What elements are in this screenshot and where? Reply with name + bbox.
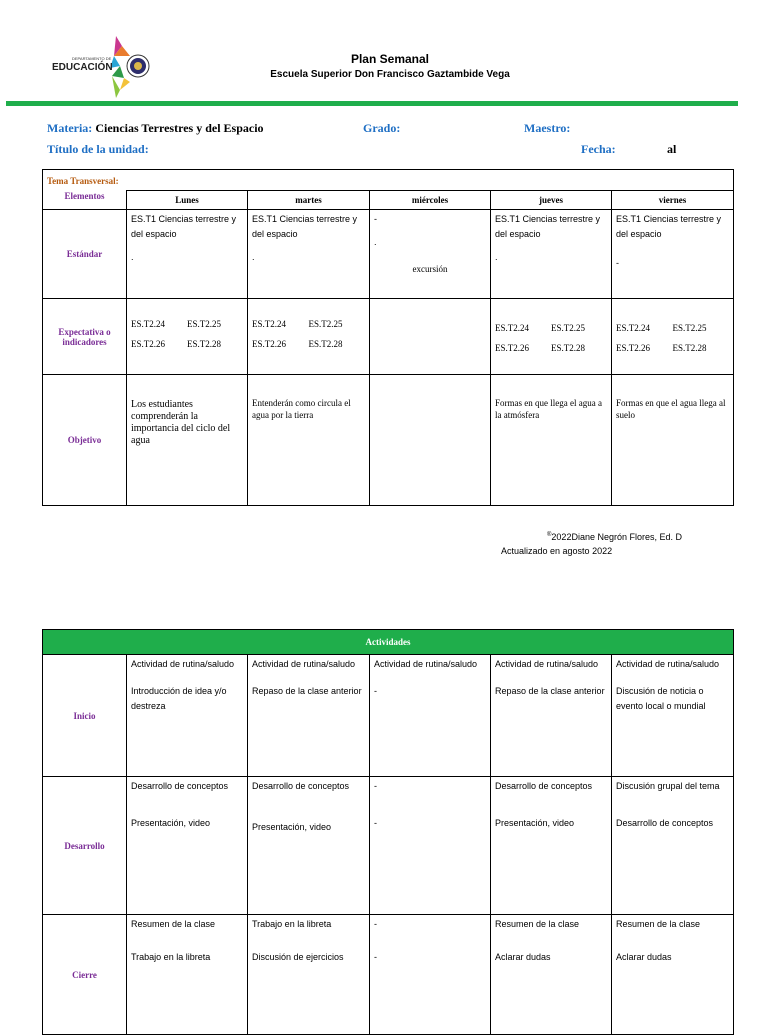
elementos-header: Elementos — [43, 191, 127, 210]
objetivo-martes: Entenderán como circula el agua por la tierra — [248, 375, 370, 506]
cierre-label: Cierre — [43, 915, 127, 1035]
logo-small-text: DEPARTAMENTO DE — [72, 56, 112, 61]
desarrollo-viernes: Discusión grupal del tema Desarrollo de conceptos — [612, 777, 734, 915]
objetivo-label: Objetivo — [43, 375, 127, 506]
inicio-martes: Actividad de rutina/saludo Repaso de la clase anterior — [248, 655, 370, 777]
objetivo-viernes: Formas en que el agua llega al suelo — [612, 375, 734, 506]
desarrollo-label: Desarrollo — [43, 777, 127, 915]
school-name: Escuela Superior Don Francisco Gaztambide Vega — [270, 69, 510, 80]
desarrollo-jueves: Desarrollo de conceptos Presentación, video — [491, 777, 612, 915]
actividades-header: Actividades — [43, 630, 734, 655]
titulo-unidad-label: Título de la unidad: — [47, 142, 149, 156]
estandar-miercoles: - . excursión — [370, 210, 491, 299]
author-note: ®2022Diane Negrón Flores, Ed. D — [547, 532, 682, 542]
plan-table — [42, 169, 734, 506]
cierre-martes: Trabajo en la libreta Discusión de ejercicios — [248, 915, 370, 1035]
cierre-lunes: Resumen de la clase Trabajo en la libreta — [127, 915, 248, 1035]
objetivo-jueves: Formas en que llega el agua a la atmósfera — [491, 375, 612, 506]
inicio-viernes: Actividad de rutina/saludo Discusión de noticia o evento local o mundial — [612, 655, 734, 777]
page-title: Plan Semanal — [350, 52, 430, 66]
inicio-miercoles: Actividad de rutina/saludo - — [370, 655, 491, 777]
cierre-jueves: Resumen de la clase Aclarar dudas — [491, 915, 612, 1035]
materia-value: Ciencias Terrestres y del Espacio — [95, 121, 264, 135]
codes-miercoles — [370, 299, 491, 375]
desarrollo-miercoles: - - — [370, 777, 491, 915]
estandar-martes: ES.T1 Ciencias terrestre y del espacio . — [248, 210, 370, 299]
desarrollo-martes: Desarrollo de conceptos Presentación, video — [248, 777, 370, 915]
inicio-jueves: Actividad de rutina/saludo Repaso de la clase anterior — [491, 655, 612, 777]
estandar-lunes: ES.T1 Ciencias terrestre y del espacio . — [127, 210, 248, 299]
logo-text: EDUCACIÓN — [52, 62, 113, 73]
cierre-viernes: Resumen de la clase Aclarar dudas — [612, 915, 734, 1035]
objetivo-miercoles — [370, 375, 491, 506]
codes-jueves: ES.T2.24 ES.T2.25 ES.T2.26 ES.T2.28 — [491, 299, 612, 375]
fecha-label: Fecha: — [581, 142, 616, 156]
activities-table — [42, 629, 734, 1035]
department-logo — [50, 32, 158, 98]
cierre-miercoles: - - — [370, 915, 491, 1035]
codes-lunes: ES.T2.24 ES.T2.25 ES.T2.26 ES.T2.28 — [127, 299, 248, 375]
day-header-lunes: Lunes — [127, 191, 248, 210]
codes-viernes: ES.T2.24 ES.T2.25 ES.T2.26 ES.T2.28 — [612, 299, 734, 375]
expectativa-label: Expectativa o indicadores — [43, 299, 127, 375]
materia-field — [47, 121, 264, 136]
materia-label: Materia: — [47, 121, 93, 135]
day-header-jueves: jueves — [491, 191, 612, 210]
inicio-lunes: Actividad de rutina/saludo Introducción de idea y/o destreza — [127, 655, 248, 777]
fecha-value: al — [667, 142, 677, 156]
updated-note: Actualizado en agosto 2022 — [501, 546, 613, 556]
estandar-viernes: ES.T1 Ciencias terrestre y del espacio - — [612, 210, 734, 299]
estandar-jueves: ES.T1 Ciencias terrestre y del espacio . — [491, 210, 612, 299]
objetivo-lunes: Los estudiantes comprenderán la importancia del ciclo del agua — [127, 375, 248, 506]
desarrollo-lunes: Desarrollo de conceptos Presentación, video — [127, 777, 248, 915]
day-header-miercoles: miércoles — [370, 191, 491, 210]
header-divider — [6, 101, 738, 106]
estandar-label: Estándar — [43, 210, 127, 299]
tema-transversal-label: Tema Transversal: — [43, 170, 734, 191]
day-header-martes: martes — [248, 191, 370, 210]
day-header-viernes: viernes — [612, 191, 734, 210]
inicio-label: Inicio — [43, 655, 127, 777]
codes-martes: ES.T2.24 ES.T2.25 ES.T2.26 ES.T2.28 — [248, 299, 370, 375]
maestro-label: Maestro: — [524, 121, 571, 135]
grado-label: Grado: — [363, 121, 401, 135]
